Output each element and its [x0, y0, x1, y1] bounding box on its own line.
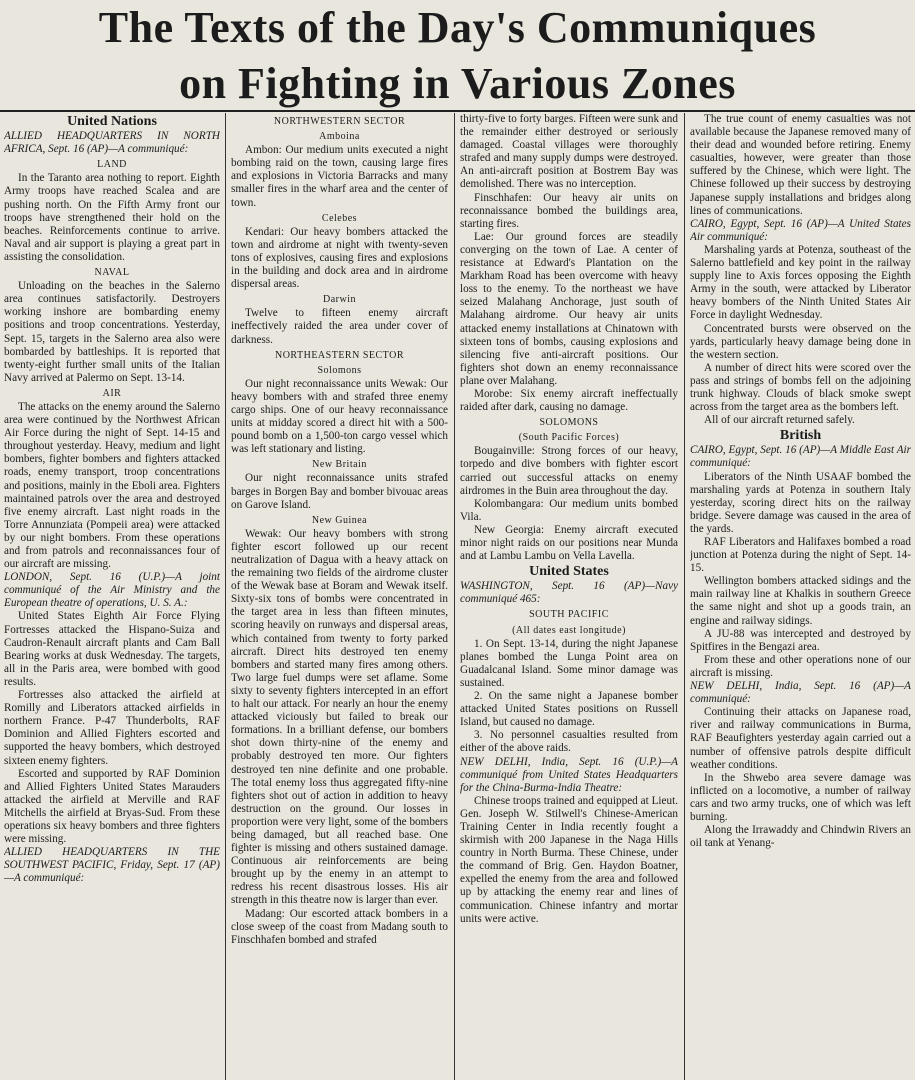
subhead: NAVAL [94, 267, 130, 279]
paragraph: Kolombangara: Our medium units bombed Vila. [460, 497, 678, 523]
subhead: LAND [97, 159, 127, 171]
dateline: CAIRO, Egypt, Sept. 16 (AP)—A United States Air communiqué: [690, 217, 911, 243]
paragraph: Madang: Our escorted attack bombers in a close sweep of the coast from Madang south to Finschhafen bombed and strafed [231, 907, 448, 946]
headline-line-1: The Texts of the Day's Communiques [98, 3, 817, 52]
dateline: NEW DELHI, India, Sept. 16 (AP)—A communiqué: [690, 680, 911, 706]
column-4 [690, 113, 911, 1080]
paragraph: Wewak: Our heavy bombers with strong fighter escort followed up our recent neutralization of Dagua with a heavy attack on the remaining two fields of the airdrome cluster of the Wewak base at Boram and Wewak itself. Sixty-six tons of bombs were concentrated in the target area in less than fifteen minutes, scoring heavily on runways and dispersal areas, which contained from twenty to forty parked aircraft. Direct hits destroyed ten enemy bombers and started many fires among others. Two large fuel dumps were set aflame. Some sixty to seventy fighters intercepted in an effort to halt our attack. For nearly an hour the enemy attacked viciously but failed to break our formations. In a brilliant defense, our bombers shot down thirty-nine of the enemy and probably destroyed ten more. Our fighters destroyed ten nine definite and one probable. The total enemy loss thus aggregated fifty-nine fighters shot out of action in addition to heavy destruction on the ground. Our losses in proportion were very light, some of the bombers being damaged, but all reached base. One fighter is missing and others sustained damage. Continuous air reinforcements are being brought up by the enemy in an attempt to redress his recent disastrous losses. His air strength in this theatre now is larger than ever. [231, 527, 448, 907]
paragraph: Liberators of the Ninth USAAF bombed the marshaling yards at Potenza in southern Italy yesterday, scoring direct hits on the railway bridge. Severe damage was caused in the area of the yards. [690, 470, 911, 535]
subhead: AIR [102, 387, 122, 399]
paragraph: Lae: Our ground forces are steadily converging on the town of Lae. A center of resistance at Edward's Plantation on the Markham Road has been overcome with heavy loss to the enemy. To the northeast we have seized Malahang Anchorage, just south of Malahang airdrome. Our heavy air units attacked enemy installations at Chinatown with sixteen tons of bombs, causing explosions and silencing five anti-aircraft positions. Our fighters shot down an enemy reconnaissance plane over Malahang. [460, 230, 678, 387]
place-heading: Amboina [319, 131, 360, 143]
paragraph: Along the Irrawaddy and Chindwin Rivers an oil tank at Yenang- [690, 824, 911, 850]
paragraph: Morobe: Six enemy aircraft ineffectually raided after dark, causing no damage. [460, 387, 678, 414]
column-2 [231, 113, 448, 1080]
paragraph: Our night reconnaissance units Wewak: Our heavy bombers with and strafed three enemy cargo ships. One of our heavy reconnaissance units at midday scored a direct hit with a 500-pound bomb on a 1,500-ton cargo vessel which was left stationary and listing. [231, 377, 448, 456]
dateline: LONDON, Sept. 16 (U.P.)—A joint communiqué of the Air Ministry and the European theatre of operations, U. S. A.: [4, 571, 220, 610]
paragraph: Ambon: Our medium units executed a night bombing raid on the town, causing large fires and explosions in Victoria Barracks and many smaller fires in the wharf area and the center of town. [231, 144, 448, 209]
paragraph: Concentrated bursts were observed on the yards, particularly heavy damage being done in the western section. [690, 322, 911, 361]
subhead: NORTHWESTERN SECTOR [273, 116, 406, 127]
place-heading: Darwin [323, 294, 356, 306]
subhead: SOLOMONS [539, 417, 599, 429]
paragraph: In the Taranto area nothing to report. Eighth Army troops have reached Scalea and are pushing north. On the Fifth Army front our troops have strengthened their hold on the beaches. Reinforcements continue to arrive. Naval and air support is playing a great part in assisting the consolidation. [4, 172, 220, 263]
column-3 [460, 113, 678, 1080]
column-divider [225, 113, 226, 1080]
paragraph: Unloading on the beaches in the Salerno area continues satisfactorily. Destroyers working inshore are bombarding enemy positions and troop concentrations. Yesterday, Sept. 15, targets in the Salerno area also were bombarded by battleships. It is reported that twenty-eight further small units of the Italian Navy arrived at Palermo on Sept. 13-14. [4, 280, 220, 384]
paragraph: Continuing their attacks on Japanese road, river and railway communications in Burma, RAF Beaufighters yesterday again carried out a number of offensive patrols despite difficult weather conditions. [690, 706, 911, 771]
paragraph: Finschhafen: Our heavy air units on reconnaissance bombed the buildings area, starting fires. [460, 191, 678, 230]
place-heading: (South Pacific Forces) [518, 432, 620, 444]
section-heading: British [779, 428, 822, 444]
subhead: NORTHEASTERN SECTOR [274, 349, 404, 361]
column-divider [684, 113, 685, 1080]
paragraph: Bougainville: Strong forces of our heavy, torpedo and dive bombers with fighter escort carried out successful attacks on enemy airdromes in the Buin area throughout the day. [460, 445, 678, 497]
headline-rule [0, 110, 915, 112]
paragraph: 3. No personnel casualties resulted from either of the above raids. [460, 729, 678, 755]
section-heading: United Nations [67, 114, 157, 129]
paragraph: The attacks on the enemy around the Salerno area were continued by the Northwest African Air Force during the night of Sept. 14-15 and throughout yesterday. Heavy, medium and light bombers, fighter bombers and fighters attacked roads, enemy transport, troop concentrations and positions, mainly in the Eboli area. Fighters maintained patrols over the area and destroyed five enemy aircraft. Last night roads in the Torre Annunziata (Pompeii area) were attacked by our night bombers. From these operations and from patrols and reconnaissances four of our aircraft are missing. [4, 400, 220, 571]
place-heading: Solomons [317, 364, 362, 376]
paragraph: thirty-five to forty barges. Fifteen were sunk and the remainder either destroyed or seriously damaged. Coastal villages were thoroughly strafed and many supply dumps were destroyed. An anti-aircraft position at Bostrem Bay was demolished. There was no interception. [460, 113, 678, 191]
dateline: WASHINGTON, Sept. 16 (AP)—Navy communiqué 465: [460, 580, 678, 606]
paragraph: In the Shwebo area severe damage was inflicted on a locomotive, a number of railway cars and two army trucks, one of which was left burning. [690, 771, 911, 823]
dateline: CAIRO, Egypt, Sept. 16 (AP)—A Middle East Air communiqué: [690, 444, 911, 470]
place-heading: New Guinea [311, 514, 368, 526]
paragraph: Kendari: Our heavy bombers attacked the town and airdrome at night with twenty-seven tons of explosives, causing fires and explosions in the building and dock area and in airdrome dispersal areas. [231, 225, 448, 291]
paragraph: Chinese troops trained and equipped at Lieut. Gen. Joseph W. Stilwell's Chinese-American Training Center in India recently fought a skirmish with 200 Japanese in the Naga Hills country in North Burma. These Chinese, under the command of Brig. Gen. Haydon Boatner, expelled the enemy from the area and followed up by attacking the enemy rear and lines of communication. Chinese infantry and mortar units were active. [460, 794, 678, 925]
paragraph: Fortresses also attacked the airfield at Romilly and Liberators attacked airfields in northern France. P-47 Thunderbolts, RAF Dominion and Allied Fighters escorted and supported the heavy bombers, which destroyed sixteen enemy fighters. [4, 689, 220, 767]
paragraph: Our night reconnaissance units strafed barges in Borgen Bay and bomber bivouac areas on Garove Island. [231, 472, 448, 511]
paragraph: A number of direct hits were scored over the pass and strings of bombs fell on the adjoining trunk highway. Clouds of black smoke swept across from the target area as the bombers left. [690, 361, 911, 414]
paragraph: From these and other operations none of our aircraft is missing. [690, 653, 911, 679]
paragraph: Escorted and supported by RAF Dominion and Allied Fighters United States Marauders attacked the airfield at Merville and RAF Mitchells the airfield at Bryas-Sud. From these operations six heavy bombers and three fighters were missing. [4, 767, 220, 846]
headline-line-2: on Fighting in Various Zones [179, 59, 736, 108]
column-1 [4, 113, 220, 1080]
paragraph: Wellington bombers attacked sidings and the main railway line at Khalkis in southern Greece the same night and shot up a goods train, an engine and railway sidings. [690, 575, 911, 627]
place-heading: (All dates east longitude) [512, 624, 626, 636]
paragraph: United States Eighth Air Force Flying Fortresses attacked the Hispano-Suiza and Caudron-Renault aircraft plants and Cam Ball Bearing works at dusk Wednesday. The targets, all in the Paris area, were bombed with good results. [4, 610, 220, 688]
dateline: NEW DELHI, India, Sept. 16 (U.P.)—A communiqué from United States Headquarters for the China-Burma-India Theatre: [460, 755, 678, 794]
dateline: ALLIED HEADQUARTERS IN NORTH AFRICA, Sept. 16 (AP)—A communiqué: [4, 130, 220, 156]
section-heading: United States [529, 564, 609, 580]
subhead: SOUTH PACIFIC [529, 609, 609, 621]
paragraph: 1. On Sept. 13-14, during the night Japanese planes bombed the Lunga Point area on Guadalcanal Island. Some minor damage was sustained. [460, 637, 678, 689]
place-heading: New Britain [312, 459, 367, 471]
paragraph: Twelve to fifteen enemy aircraft ineffectively raided the area under cover of darkness. [231, 307, 448, 346]
dateline: ALLIED HEADQUARTERS IN THE SOUTHWEST PACIFIC, Friday, Sept. 17 (AP)—A communiqué: [4, 846, 220, 885]
paragraph: New Georgia: Enemy aircraft executed minor night raids on our positions near Munda and at Lambu Lambu on Vella Lavella. [460, 523, 678, 563]
column-divider [454, 113, 455, 1080]
paragraph: 2. On the same night a Japanese bomber attacked United States positions on Russell Island, but caused no damage. [460, 690, 678, 729]
place-heading: Celebes [321, 212, 358, 224]
paragraph: RAF Liberators and Halifaxes bombed a road junction at Potenza during the night of Sept. 14-15. [690, 536, 911, 575]
paragraph: The true count of enemy casualties was not available because the Japanese removed many of their dead and wounded before retiring. Enemy casualties, however, were greater than those suffered by the Chinese, which were light. The Chinese followed up their success by destroying Japanese supply installations and bridges along lines of communications. [690, 113, 911, 217]
paragraph: A JU-88 was intercepted and destroyed by Spitfires in the Bengazi area. [690, 627, 911, 653]
headline [0, 0, 915, 118]
paragraph: Marshaling yards at Potenza, southeast of the Salerno battlefield and key point in the railway supply line to Axis forces opposing the Eighth Army in the south, were attacked by Liberator heavy bombers of the Ninth United States Air Force in daylight Wednesday. [690, 243, 911, 322]
paragraph: All of our aircraft returned safely. [704, 414, 855, 427]
